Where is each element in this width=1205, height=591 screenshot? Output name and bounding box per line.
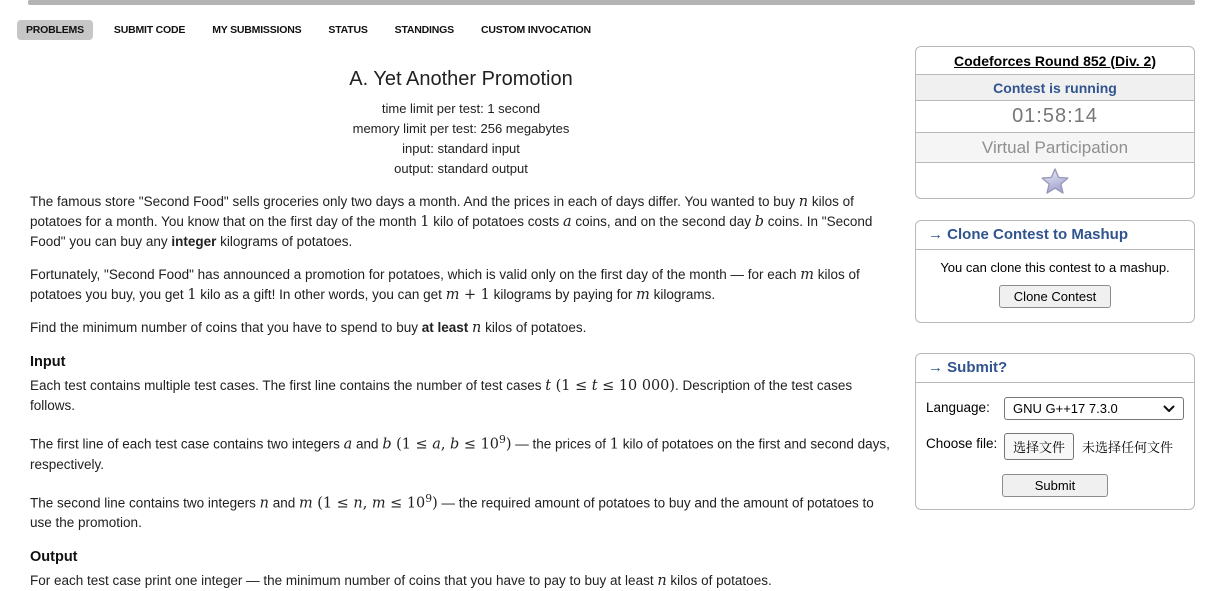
horizontal-scrollbar[interactable] [28, 0, 1195, 5]
file-choose-button[interactable]: 选择文件 [1004, 433, 1074, 460]
tab-status[interactable]: STATUS [328, 24, 368, 36]
contest-timer: 01:58:14 [916, 100, 1194, 132]
sidebar [915, 46, 1195, 510]
input-paragraph: The first line of each test case contains two integers a and b (1 ≤ a, $b \le 10^9$) — the prices of 1 kilo of potatoes on the first and second days, respectively. [30, 433, 890, 472]
statement-body [30, 192, 892, 338]
submit-box [915, 353, 1195, 510]
time-limit: time limit per test: 1 second [381, 101, 541, 116]
tab-problems[interactable]: PROBLEMS [17, 20, 93, 40]
clone-contest-box [915, 220, 1195, 323]
output-paragraph: For each test case print one integer — the minimum number of coins that you have to pay to buy at least n kilos of potatoes. [30, 573, 772, 589]
choose-file-row [926, 433, 1184, 460]
contest-status: Contest is running [916, 74, 1194, 100]
clone-box-text: You can clone this contest to a mashup. [940, 260, 1170, 275]
contest-info-box [915, 46, 1195, 199]
input-heading: Input [30, 354, 66, 370]
participation-mode: Virtual Participation [916, 132, 1194, 162]
contest-title-row [916, 47, 1194, 74]
language-select-value: GNU G++17 7.3.0 [1013, 401, 1118, 416]
contest-nav [17, 20, 597, 40]
star-icon[interactable] [1040, 167, 1070, 195]
input-paragraph: Each test contains multiple test cases. The first line contains the number of test cases t (1 ≤ t ≤ 10 000). Description of the test cases follows. [30, 378, 853, 413]
submit-row [926, 474, 1184, 497]
star-row [916, 162, 1194, 198]
tab-my-submissions[interactable]: MY SUBMISSIONS [212, 24, 302, 36]
tab-custom-invocation[interactable]: CUSTOM INVOCATION [480, 24, 591, 36]
input-paragraph: The second line contains two integers n and m (1 ≤ n, $m \le 10^9$) — the required amount of potatoes to buy and the amount of potatoes to use the promotion. [30, 491, 874, 530]
language-label: Language: [926, 400, 990, 415]
tab-submit-code[interactable]: SUBMIT CODE [113, 24, 186, 36]
submit-box-body [916, 383, 1194, 509]
input-spec: input: standard input [402, 141, 520, 156]
contest-link[interactable]: Codeforces Round 852 (Div. 2) [953, 52, 1156, 69]
input-section [30, 354, 892, 533]
submit-box-header[interactable]: → Submit? [916, 354, 1194, 383]
chevron-down-icon [1163, 405, 1175, 413]
output-spec: output: standard output [394, 161, 528, 176]
language-select[interactable] [1004, 397, 1184, 420]
clone-contest-button[interactable]: Clone Contest [999, 285, 1111, 308]
problem-limits [30, 99, 892, 179]
statement-paragraph: Fortunately, "Second Food" has announced a promotion for potatoes, which is valid only on the first day of the month — for each m kilos of potatoes you buy, you get 1 kilo as a gift! In other words, you can get m + 1 kilograms by paying for m kilograms. [30, 267, 860, 303]
language-row [926, 397, 1184, 420]
statement-paragraph: The famous store "Second Food" sells groceries only two days a month. And the prices in each of days differ. You wanted to buy n kilos of potatoes for a month. You know that on the first day of the month 1 kilo of potatoes costs a coins, and on the second day b coins. In "Second Food" you can buy any integer kilograms of potatoes. [30, 194, 873, 249]
file-status-text: 未选择任何文件 [1082, 440, 1174, 455]
memory-limit: memory limit per test: 256 megabytes [352, 121, 570, 136]
choose-file-label: Choose file: [926, 436, 998, 451]
problem-title: A. Yet Another Promotion [349, 68, 573, 90]
submit-button[interactable]: Submit [1002, 474, 1108, 497]
clone-box-header[interactable]: → Clone Contest to Mashup [916, 221, 1194, 250]
output-heading: Output [30, 549, 78, 565]
statement-paragraph: Find the minimum number of coins that you have to spend to buy at least n kilos of potatoes. [30, 320, 587, 336]
problem-statement-panel [30, 58, 892, 591]
output-section [30, 549, 892, 591]
clone-box-body [916, 250, 1194, 322]
tab-standings[interactable]: STANDINGS [394, 24, 454, 36]
